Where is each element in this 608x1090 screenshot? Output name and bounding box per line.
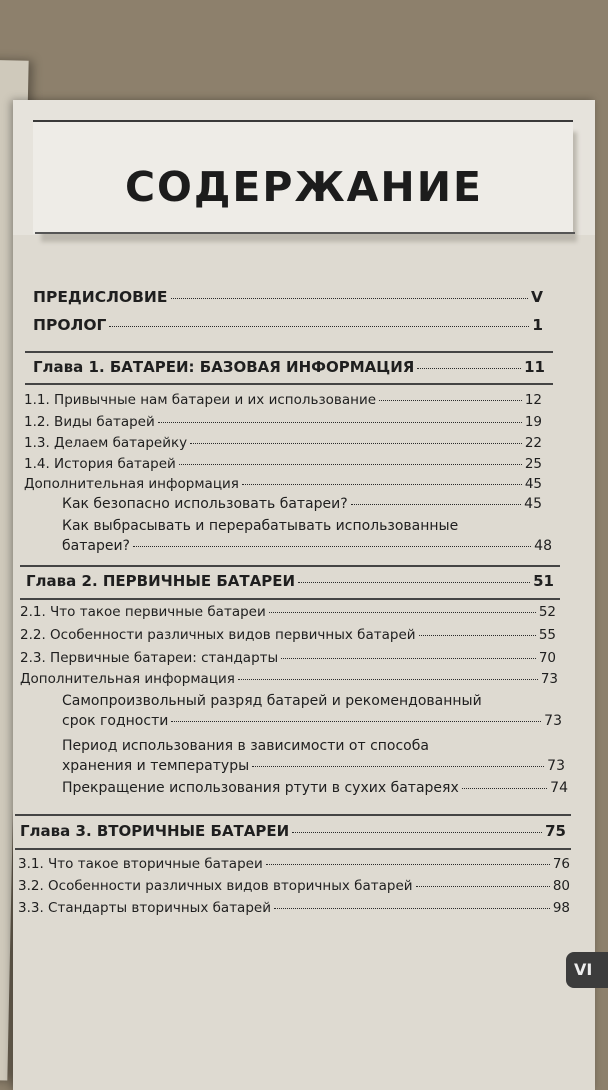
subsection-line: Как выбрасывать и перерабатывать использованные [62,518,459,534]
section-label: 1.2. Виды батарей [24,414,155,430]
toc-section [24,392,542,408]
subsection-line: Период использования в зависимости от способа [62,738,429,754]
section-page: 12 [524,392,542,408]
chapter-separator [25,383,553,385]
title-underline [35,232,575,234]
chapter-separator [20,565,560,567]
subsection-page: 48 [534,538,552,554]
section-page: 45 [524,476,542,492]
chapter-separator [15,848,571,850]
toc-section [24,456,542,472]
toc-section [24,414,542,430]
subsection-line: Самопроизвольный разряд батарей и рекомендованный [62,693,482,709]
section-label: 2.1. Что такое первичные батареи [20,604,266,620]
chapter-page: 75 [545,822,566,840]
toc-entry-prologue [33,316,543,334]
toc-chapter-1 [33,358,545,376]
subsection-label: срок годности [62,713,169,729]
toc-section [20,671,558,687]
subsection-label: Как безопасно использовать батареи? [62,496,348,512]
section-page: 25 [524,456,542,472]
toc-subsection [62,538,552,554]
chapter-separator [15,814,571,816]
section-label: 1.4. История батарей [24,456,176,472]
section-label: 3.1. Что такое вторичные батареи [18,856,263,872]
toc-section [20,604,556,620]
section-page: 80 [552,878,570,894]
toc-section [20,650,556,666]
section-page: 52 [538,604,556,620]
section-label: 1.1. Привычные нам батареи и их использование [24,392,377,408]
book-page [13,100,595,1090]
section-label: 1.3. Делаем батарейку [24,435,188,451]
section-label: 3.3. Стандарты вторичных батарей [18,900,271,916]
toc-subsection [62,758,565,774]
chapter-label: Глава 2. ПЕРВИЧНЫЕ БАТАРЕИ [26,572,296,590]
section-label: 2.3. Первичные батареи: стандарты [20,650,279,666]
toc-section [18,856,570,872]
section-label: Дополнительная информация [20,671,235,687]
toc-entry-page: V [531,288,543,306]
section-label: 2.2. Особенности различных видов первичных батарей [20,627,416,643]
chapter-separator [20,598,560,600]
toc-entry-label: ПРОЛОГ [33,316,107,334]
subsection-label: хранения и температуры [62,758,250,774]
subsection-label: Прекращение использования ртути в сухих батареях [62,780,459,796]
section-label: 3.2. Особенности различных видов вторичных батарей [18,878,413,894]
toc-entry-page: 1 [532,316,543,334]
section-label: Дополнительная информация [24,476,239,492]
section-page: 22 [524,435,542,451]
subsection-page: 73 [547,758,565,774]
section-page: 76 [552,856,570,872]
toc-section [20,627,556,643]
page-number-tab: VI [566,952,608,988]
chapter-separator [25,351,553,353]
toc-chapter-3 [20,822,566,840]
section-page: 73 [540,671,558,687]
chapter-page: 11 [524,358,545,376]
toc-section [24,435,542,451]
subsection-page: 45 [524,496,542,512]
subsection-page: 74 [550,780,568,796]
toc-section [18,900,570,916]
page-title: СОДЕРЖАНИЕ [124,163,484,211]
section-page: 98 [552,900,570,916]
chapter-label: Глава 1. БАТАРЕИ: БАЗОВАЯ ИНФОРМАЦИЯ [33,358,415,376]
toc-section [24,476,542,492]
subsection-label: батареи? [62,538,130,554]
toc-subsection [62,496,542,512]
toc-subsection [62,780,568,796]
toc-entry-preface [33,288,543,306]
toc-section [18,878,570,894]
chapter-page: 51 [533,572,554,590]
section-page: 70 [538,650,556,666]
toc-entry-label: ПРЕДИСЛОВИЕ [33,288,168,306]
subsection-page: 73 [544,713,562,729]
section-page: 55 [538,627,556,643]
chapter-label: Глава 3. ВТОРИЧНЫЕ БАТАРЕИ [20,822,290,840]
toc-chapter-2 [26,572,554,590]
toc-subsection [62,713,562,729]
section-page: 19 [524,414,542,430]
